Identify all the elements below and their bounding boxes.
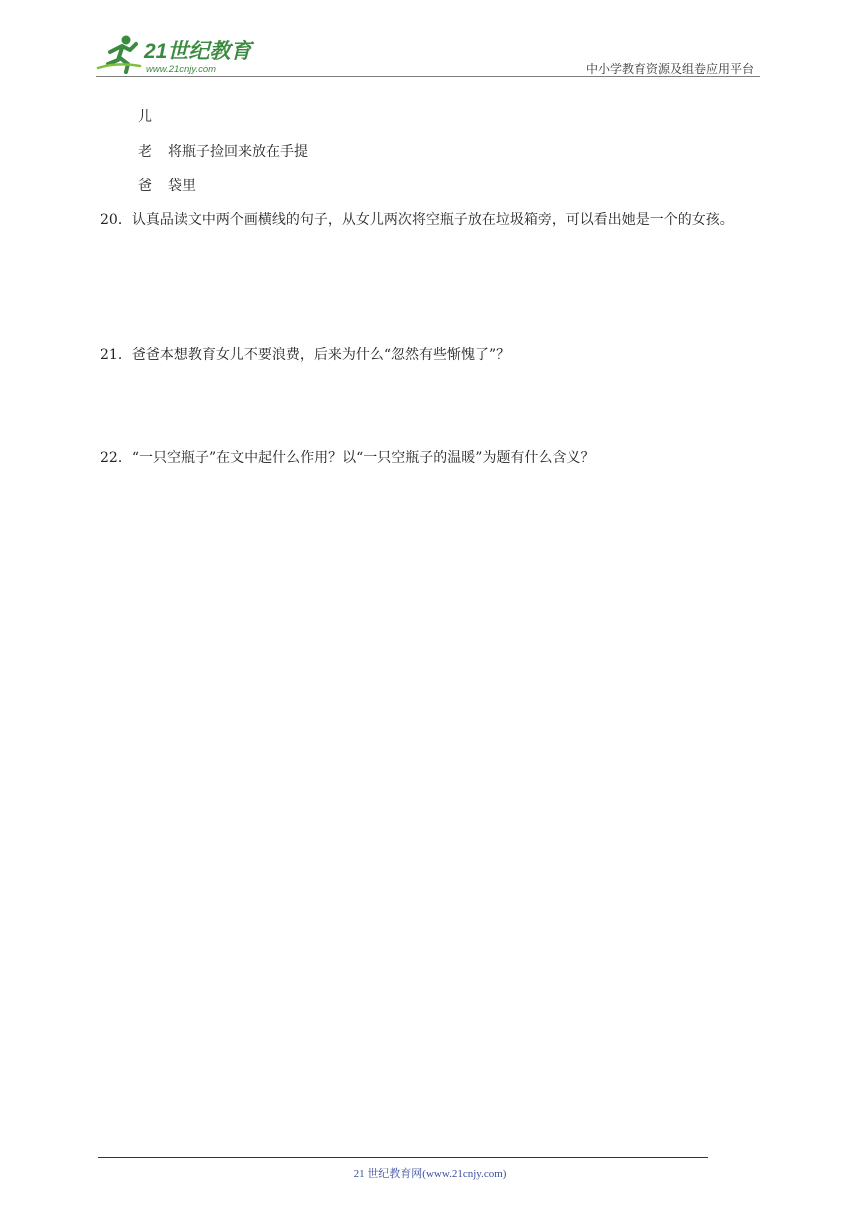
logo-text: 21世纪教育 (144, 40, 252, 63)
note-line-label: 老 (138, 144, 152, 160)
question-21: 21．爸爸本想教育女儿不要浪费，后来为什么“忽然有些惭愧了”？ (100, 347, 511, 363)
note-line-2 (138, 142, 308, 162)
footer-divider (98, 1157, 708, 1158)
footer-link[interactable]: 21 世纪教育网(www.21cnjy.com) (353, 1168, 507, 1180)
site-logo (96, 32, 261, 76)
logo-url: www.21cnjy.com (146, 64, 217, 75)
note-line-label: 爸 (138, 178, 152, 194)
runner-icon (98, 36, 140, 73)
note-line-text: 将瓶子捡回来放在手提 (168, 144, 308, 160)
platform-text: 中小学教育资源及组卷应用平台 (585, 62, 754, 76)
note-line-3 (138, 176, 196, 196)
question-20: 20．认真品读文中两个画横线的句子，从女儿两次将空瓶子放在垃圾箱旁，可以看出她是一个的女孩。 (100, 212, 734, 228)
note-line-1 (138, 107, 168, 127)
page-header (96, 30, 760, 78)
question-22: 22．“一只空瓶子”在文中起什么作用？以“一只空瓶子的温暖”为题有什么含义？ (100, 450, 595, 466)
note-line-label: 儿 (138, 109, 152, 125)
header-divider (96, 76, 760, 77)
note-line-text: 袋里 (168, 178, 196, 194)
